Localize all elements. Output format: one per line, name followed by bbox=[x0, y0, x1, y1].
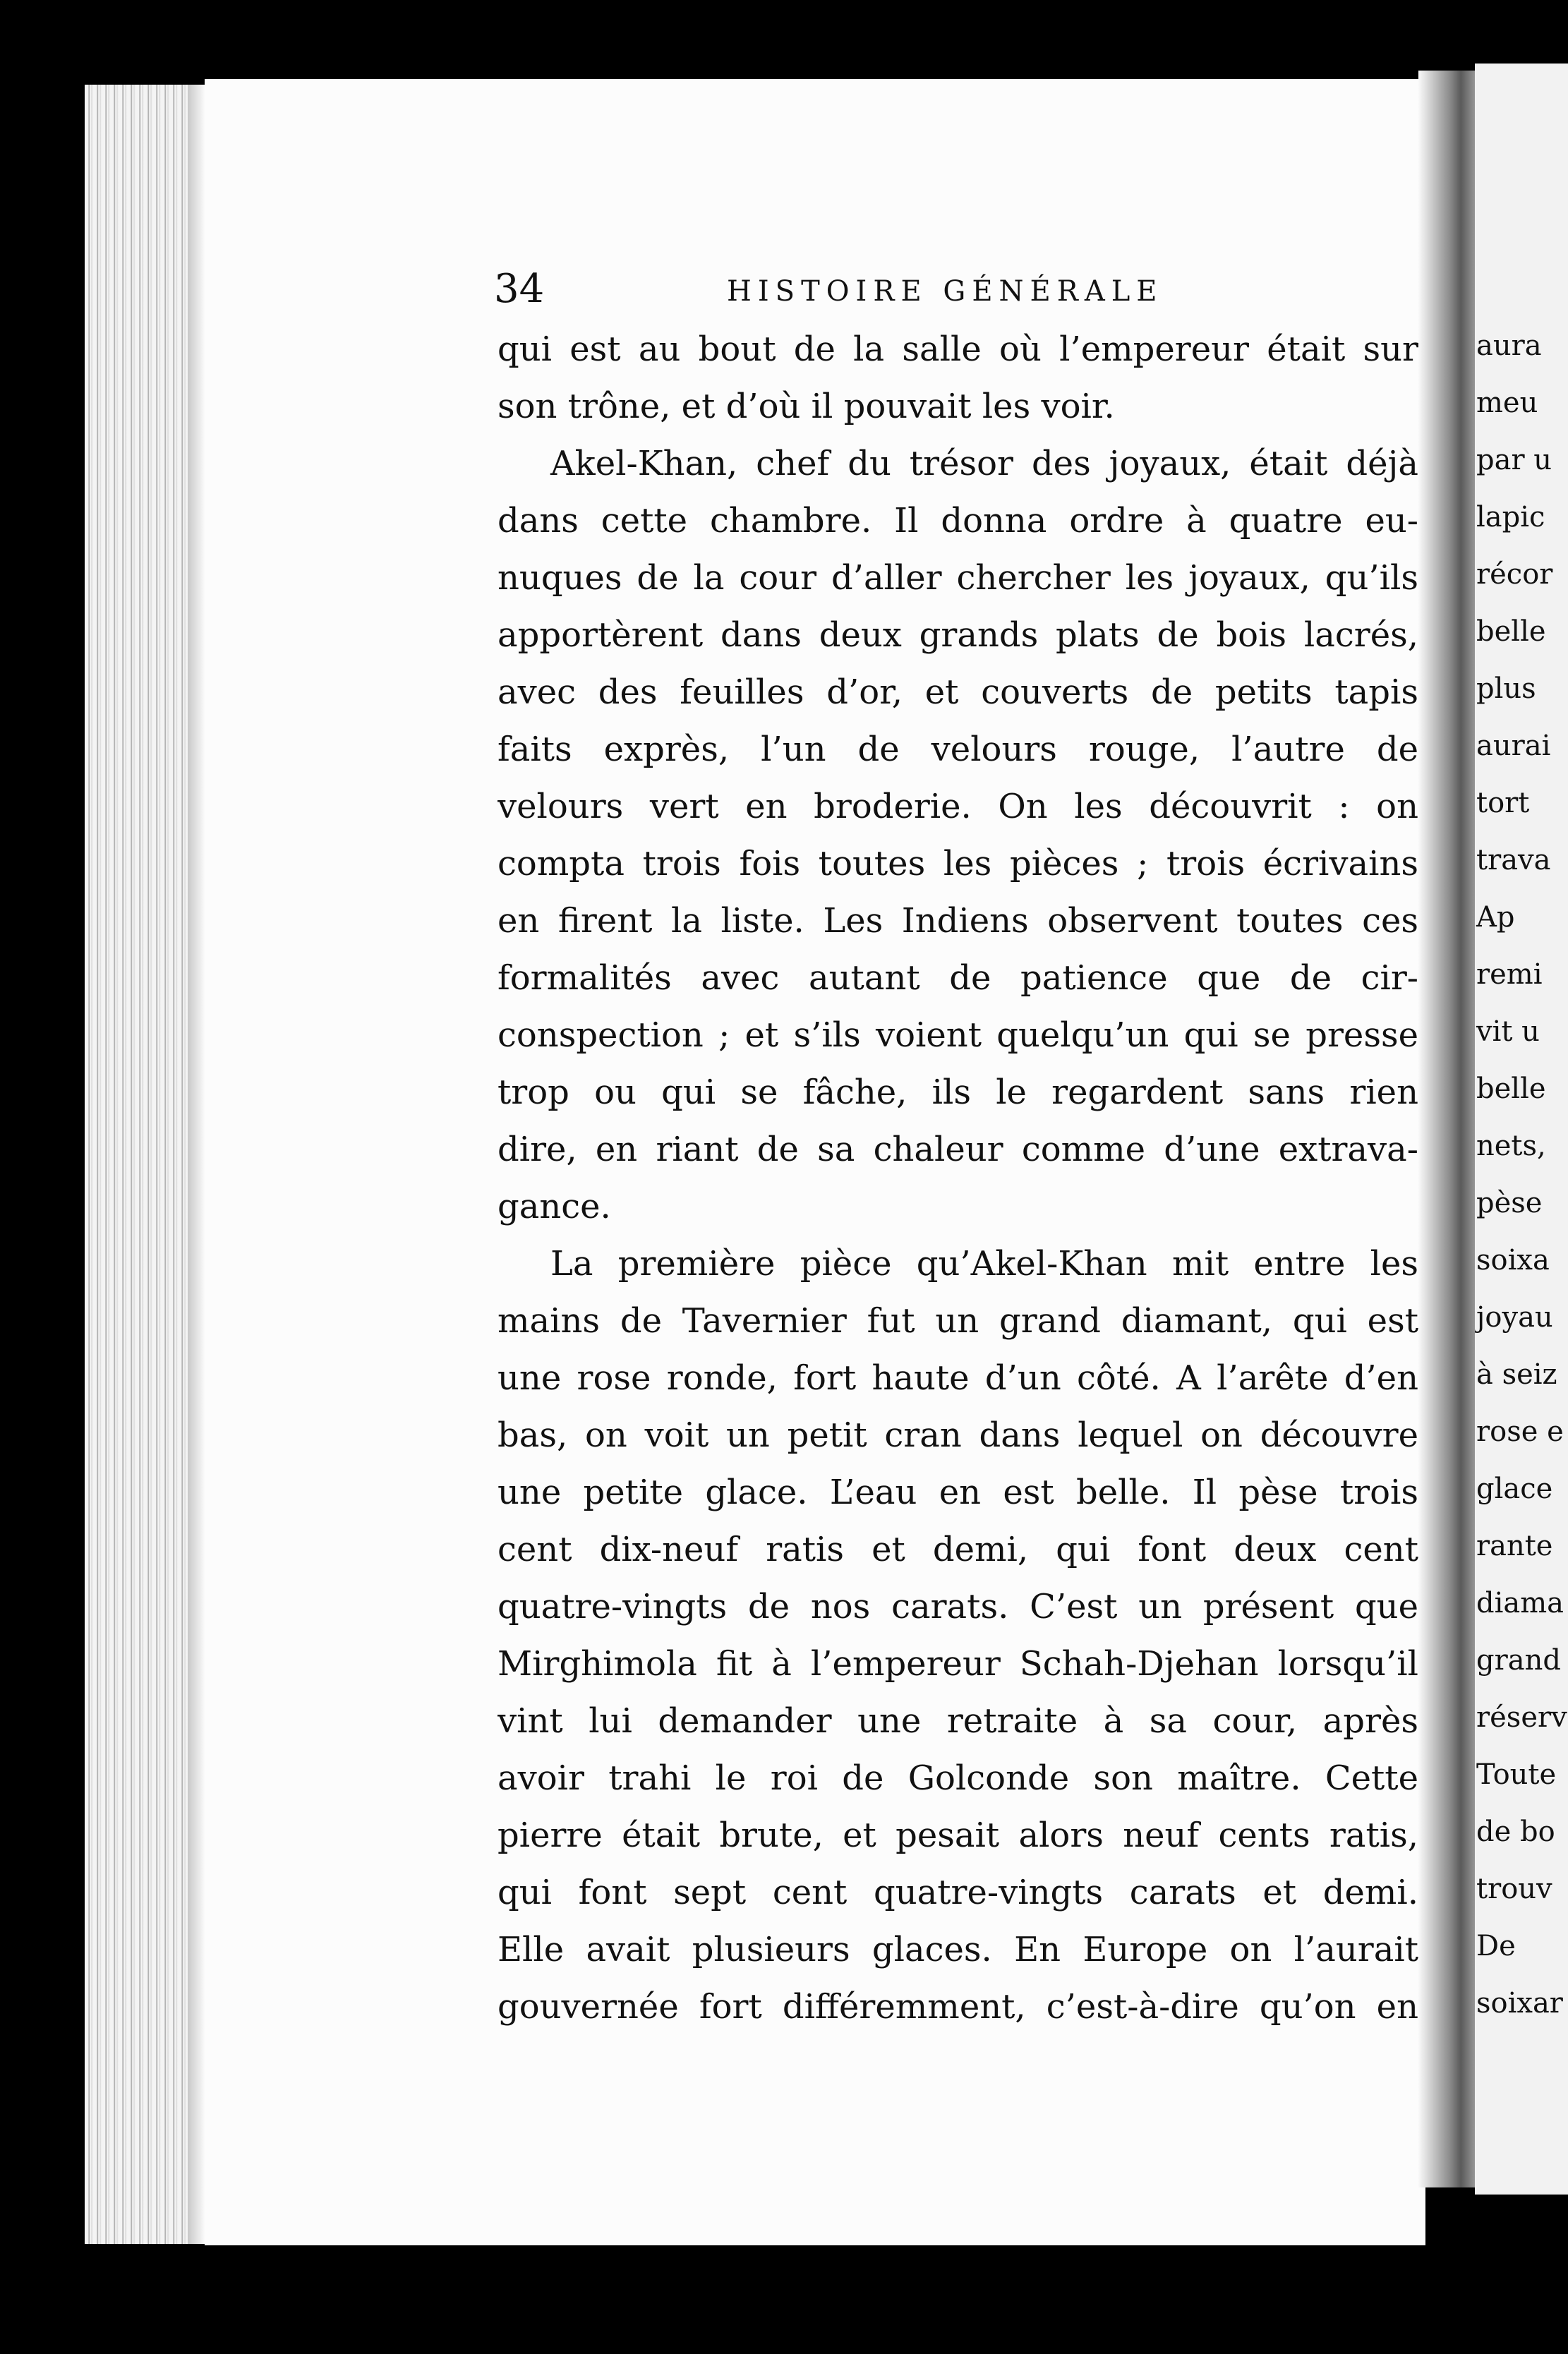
text-line: Elle avait plusieurs glaces. En Europe on l’aurait bbox=[497, 1930, 1418, 1969]
text-line: bas, on voit un petit cran dans lequel on découvre bbox=[497, 1416, 1418, 1455]
facing-page-fragment: Toute bbox=[1476, 1758, 1557, 1791]
page-header bbox=[494, 268, 1425, 310]
text-line: compta trois fois toutes les pièces ; trois écrivains bbox=[497, 844, 1418, 883]
facing-page-fragment: pèse bbox=[1476, 1187, 1543, 1219]
facing-page-fragment: trouv bbox=[1476, 1873, 1552, 1905]
facing-page-fragment: de bo bbox=[1476, 1816, 1555, 1848]
text-line: gance. bbox=[497, 1187, 611, 1226]
facing-page-fragment: tort bbox=[1476, 787, 1530, 819]
text-line: gouvernée fort différemment, c’est-à-dire qu’on en bbox=[497, 1987, 1418, 2027]
facing-page-fragment: rose e bbox=[1476, 1416, 1564, 1448]
text-line: dans cette chambre. Il donna ordre à quatre eu- bbox=[497, 501, 1418, 541]
right-page-fragment bbox=[1475, 64, 1568, 2195]
text-line: quatre-vingts de nos carats. C’est un présent que bbox=[497, 1587, 1418, 1626]
facing-page-fragment: à seiz bbox=[1476, 1358, 1557, 1391]
text-line: faits exprès, l’un de velours rouge, l’autre de bbox=[497, 730, 1418, 769]
facing-page-fragment: meu bbox=[1476, 387, 1538, 419]
text-line: pierre était brute, et pesait alors neuf cents ratis, bbox=[497, 1816, 1418, 1855]
text-line: avec des feuilles d’or, et couverts de petits tapis bbox=[497, 672, 1418, 712]
text-line: une petite glace. L’eau en est belle. Il pèse trois bbox=[497, 1473, 1418, 1512]
body-text bbox=[497, 321, 1418, 2036]
facing-page-fragment: joyau bbox=[1476, 1301, 1553, 1334]
facing-page-fragment: glace bbox=[1476, 1473, 1553, 1505]
facing-page-fragment: Ap bbox=[1476, 901, 1515, 934]
facing-page-fragment: diama bbox=[1476, 1587, 1564, 1619]
text-line: vint lui demander une retraite à sa cour, après bbox=[497, 1701, 1418, 1741]
text-line: qui font sept cent quatre-vingts carats et demi. bbox=[497, 1873, 1418, 1912]
facing-page-fragment: soixa bbox=[1476, 1244, 1550, 1276]
facing-page-fragment: grand bbox=[1476, 1644, 1561, 1677]
facing-page-fragment: vit u bbox=[1476, 1015, 1540, 1048]
facing-page-fragment: belle bbox=[1476, 615, 1546, 648]
text-line: une rose ronde, fort haute d’un côté. A l’arête d’en bbox=[497, 1358, 1418, 1398]
facing-page-fragment: plus bbox=[1476, 672, 1536, 705]
facing-page-fragment: trava bbox=[1476, 844, 1551, 876]
facing-page-fragment: récor bbox=[1476, 558, 1553, 591]
facing-page-fragment: De bbox=[1476, 1930, 1516, 1962]
text-line: trop ou qui se fâche, ils le regardent sans rien bbox=[497, 1073, 1418, 1112]
page-number: 34 bbox=[494, 266, 545, 312]
facing-page-fragment: remi bbox=[1476, 958, 1543, 991]
text-line: Akel-Khan, chef du trésor des joyaux, était déjà bbox=[550, 444, 1418, 483]
text-line: formalités avec autant de patience que de cir- bbox=[497, 958, 1418, 998]
text-line: cent dix-neuf ratis et demi, qui font deux cent bbox=[497, 1530, 1418, 1569]
facing-page-fragment: nets, bbox=[1476, 1130, 1546, 1162]
page-edges bbox=[85, 85, 205, 2244]
text-line: en firent la liste. Les Indiens observent toutes ces bbox=[497, 901, 1418, 941]
text-line: dire, en riant de sa chaleur comme d’une extrava- bbox=[497, 1130, 1418, 1169]
facing-page-fragment: lapic bbox=[1476, 501, 1545, 533]
facing-page-fragment: rante bbox=[1476, 1530, 1553, 1562]
facing-page-fragment: soixar bbox=[1476, 1987, 1563, 2020]
text-line: Mirghimola fit à l’empereur Schah-Djehan lorsqu’il bbox=[497, 1644, 1418, 1684]
text-line: nuques de la cour d’aller chercher les joyaux, qu’ils bbox=[497, 558, 1418, 598]
text-line: qui est au bout de la salle où l’empereur était sur bbox=[497, 330, 1418, 369]
facing-page-fragment: réserv bbox=[1476, 1701, 1567, 1734]
text-line: apportèrent dans deux grands plats de bois lacrés, bbox=[497, 615, 1418, 655]
running-title: HISTOIRE GÉNÉRALE bbox=[727, 275, 1164, 308]
text-line: velours vert en broderie. On les découvrit : on bbox=[497, 787, 1418, 826]
facing-page-fragment: aura bbox=[1476, 330, 1542, 362]
text-line: avoir trahi le roi de Golconde son maître. Cette bbox=[497, 1758, 1418, 1798]
text-line: son trône, et d’où il pouvait les voir. bbox=[497, 387, 1115, 426]
facing-page-fragment: par u bbox=[1476, 444, 1552, 476]
facing-page-fragment: belle bbox=[1476, 1073, 1546, 1105]
text-line: conspection ; et s’ils voient quelqu’un qui se presse bbox=[497, 1015, 1418, 1055]
text-line: La première pièce qu’Akel-Khan mit entre les bbox=[550, 1244, 1418, 1284]
text-line: mains de Tavernier fut un grand diamant, qui est bbox=[497, 1301, 1418, 1341]
facing-page-fragment: aurai bbox=[1476, 730, 1551, 762]
